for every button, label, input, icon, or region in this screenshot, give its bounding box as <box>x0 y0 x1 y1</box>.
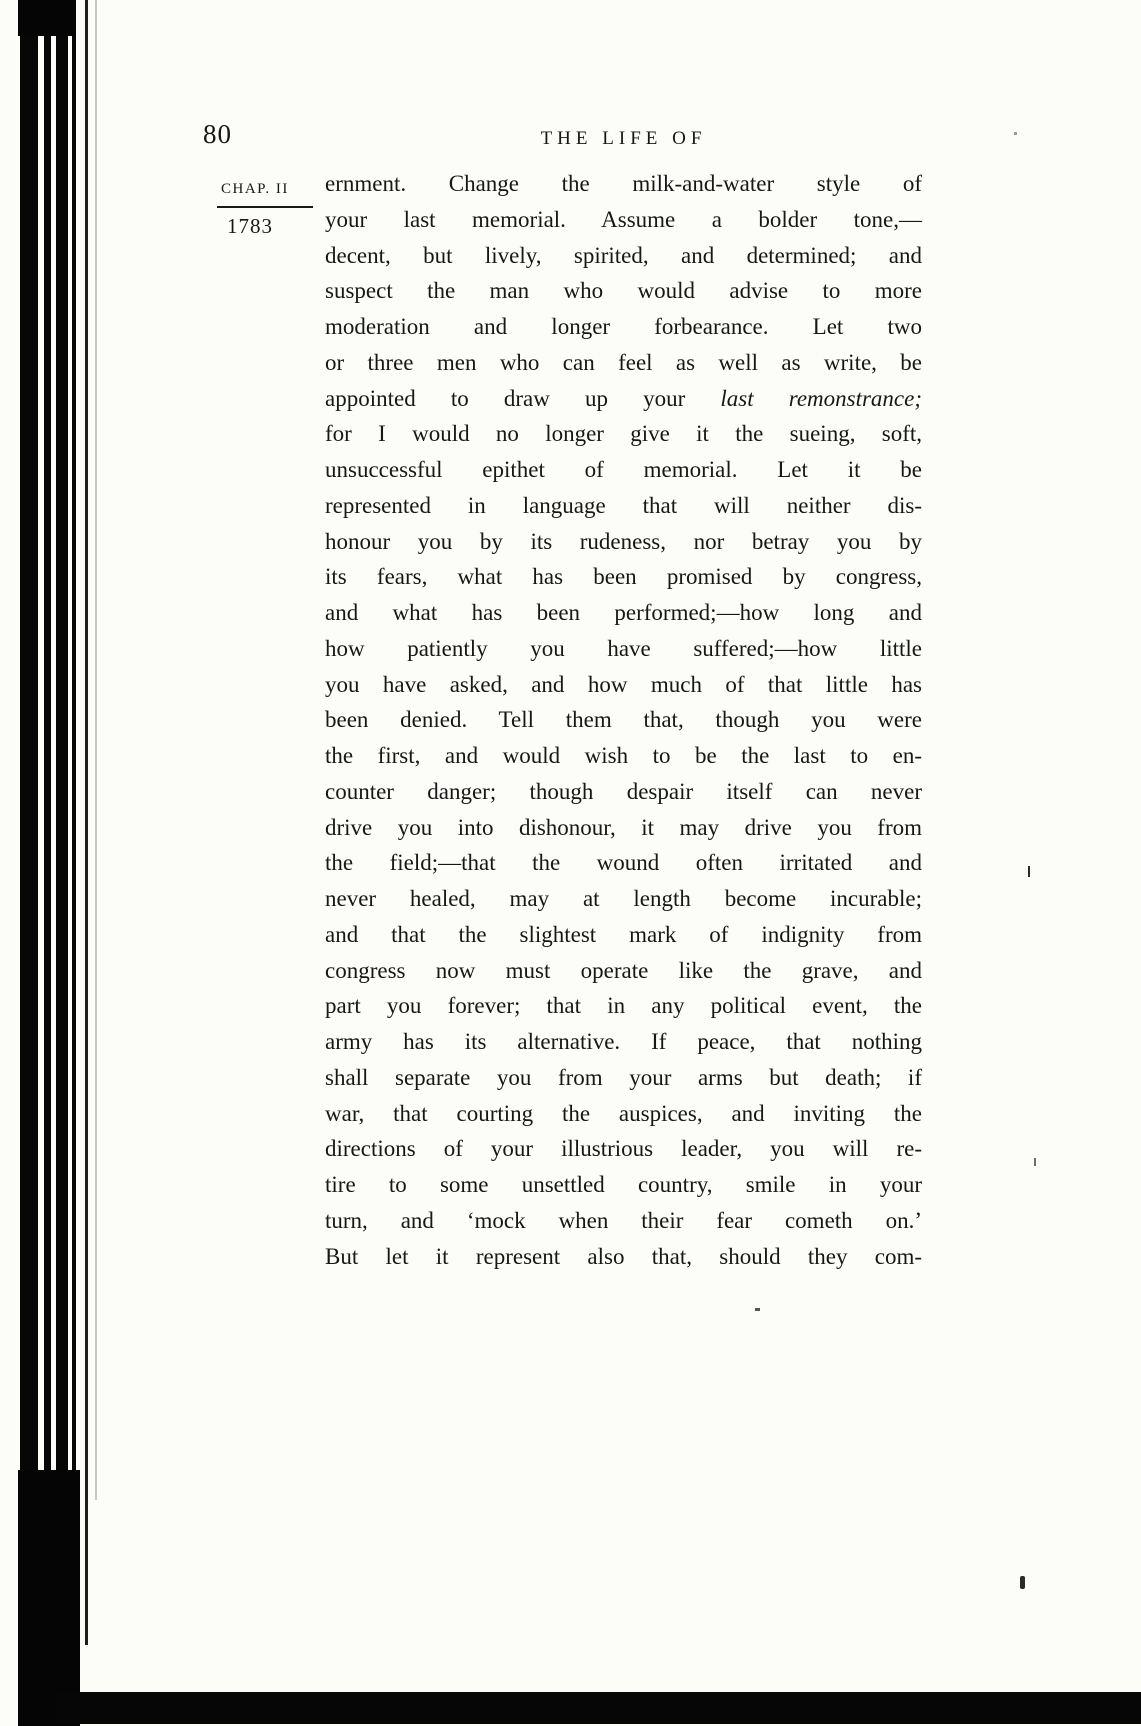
text-line <box>325 238 922 274</box>
body-text <box>325 166 922 1274</box>
text-segment: your last memorial. Assume a bolder tone,— <box>325 206 922 232</box>
text-segment: drive you into dishonour, it may drive you from <box>325 814 922 840</box>
binding-stripe <box>95 0 97 1500</box>
text-line <box>325 166 922 202</box>
text-segment: But let it represent also that, should they com- <box>325 1243 922 1269</box>
text-segment: shall separate you from your arms but death; if <box>325 1064 922 1090</box>
text-segment: never healed, may at length become incurable; <box>325 886 922 911</box>
text-segment: turn, and ‘mock when their fear cometh on.’ <box>325 1207 922 1233</box>
text-line <box>325 488 922 524</box>
text-line <box>325 524 922 560</box>
text-segment: and what has been performed;—how long and <box>325 600 922 625</box>
text-segment: or three men who can feel as well as write, be <box>325 349 922 375</box>
scan-artifact <box>1014 132 1017 135</box>
scan-artifact <box>1020 1576 1025 1589</box>
binding-stripe <box>72 0 76 1726</box>
text-segment: part you forever; that in any political event, the <box>325 993 922 1019</box>
text-line <box>325 810 922 846</box>
text-segment: decent, but lively, spirited, and determined; and <box>325 242 922 268</box>
text-line <box>325 1203 922 1239</box>
text-segment: ernment. Change the milk-and-water style of <box>325 171 922 196</box>
text-line <box>325 595 922 631</box>
text-line <box>325 273 922 309</box>
text-segment: counter danger; though despair itself can never <box>325 778 922 804</box>
text-line <box>325 559 922 595</box>
year-label: 1783 <box>227 214 273 238</box>
page-number: 80 <box>203 119 232 149</box>
binding-blob-top <box>18 0 76 36</box>
text-line <box>325 345 922 381</box>
text-segment: been denied. Tell them that, though you were <box>325 707 922 733</box>
text-segment: the field;—that the wound often irritated and <box>325 850 922 876</box>
text-line <box>325 202 922 238</box>
text-segment: how patiently you have suffered;—how little <box>325 635 922 661</box>
text-line <box>325 1096 922 1132</box>
text-segment: you have asked, and how much of that little has <box>325 671 922 697</box>
text-line <box>325 953 922 989</box>
binding-stripe <box>20 0 38 1726</box>
text-line <box>325 774 922 810</box>
text-line <box>325 917 922 953</box>
chapter-label: CHAP. II <box>221 181 289 197</box>
text-line <box>325 1239 922 1275</box>
text-line <box>325 667 922 703</box>
text-line <box>325 452 922 488</box>
text-segment: represented in language that will neither dis- <box>325 492 922 518</box>
binding-stripe <box>56 0 68 1726</box>
margin-rule <box>217 206 313 208</box>
italic-phrase: last remonstrance; <box>720 385 922 411</box>
binding-stripe <box>85 0 88 1645</box>
text-segment: directions of your illustrious leader, you will re- <box>325 1136 922 1162</box>
running-header: THE LIFE OF <box>540 128 707 149</box>
scan-artifact <box>755 1308 760 1311</box>
text-segment: suspect the man who would advise to more <box>325 278 922 304</box>
text-line <box>325 881 922 917</box>
text-segment: its fears, what has been promised by congress, <box>325 564 922 590</box>
text-line <box>325 631 922 667</box>
binding-blob-bottom <box>18 1470 80 1726</box>
text-segment: congress now must operate like the grave, and <box>325 957 922 983</box>
text-line <box>325 738 922 774</box>
text-segment: honour you by its rudeness, nor betray you by <box>325 528 922 554</box>
text-line <box>325 381 922 417</box>
text-segment: moderation and longer forbearance. Let two <box>325 314 922 339</box>
text-segment: army has its alternative. If peace, that nothing <box>325 1029 922 1054</box>
text-segment: for I would no longer give it the sueing, soft, <box>325 421 922 447</box>
text-line <box>325 845 922 881</box>
text-line <box>325 702 922 738</box>
text-line <box>325 1167 922 1203</box>
text-segment: appointed to draw up your <box>325 385 721 411</box>
text-line <box>325 1131 922 1167</box>
text-segment: tire to some unsettled country, smile in your <box>325 1172 922 1197</box>
text-line <box>325 1060 922 1096</box>
text-segment: the first, and would wish to be the last to en- <box>325 743 922 768</box>
text-segment: war, that courting the auspices, and inviting the <box>325 1100 922 1126</box>
binding-stripe <box>44 0 51 1726</box>
text-line <box>325 309 922 345</box>
text-line <box>325 988 922 1024</box>
text-line <box>325 416 922 452</box>
text-segment: and that the slightest mark of indignity from <box>325 921 922 947</box>
bottom-scan-bar <box>56 1692 1141 1724</box>
text-line <box>325 1024 922 1060</box>
text-segment: unsuccessful epithet of memorial. Let it be <box>325 457 922 482</box>
scan-artifact <box>1034 1158 1036 1166</box>
scan-artifact <box>1028 866 1030 877</box>
